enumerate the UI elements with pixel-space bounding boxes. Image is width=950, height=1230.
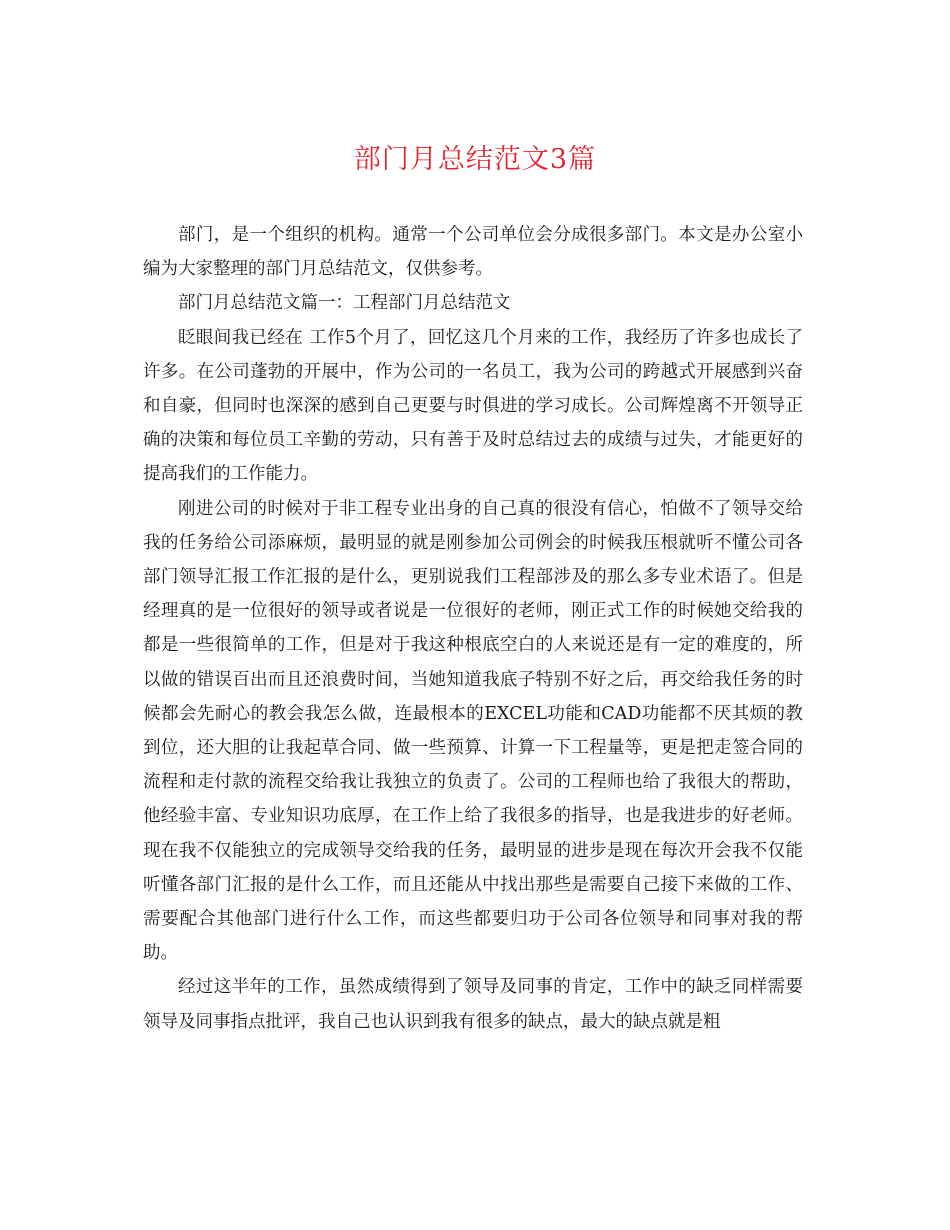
paragraph: 经过这半年的工作，虽然成绩得到了领导及同事的肯定，工作中的缺乏同样需要领导及同事指点批评，我自己也认识到我有很多的缺点，最大的缺点就是粗 [143, 977, 803, 1032]
paragraph: 刚进公司的时候对于非工程专业出身的自己真的很没有信心，怕做不了领导交给我的任务给公司添麻烦，最明显的就是刚参加公司例会的时候我压根就听不懂公司各部门领导汇报工作汇报的是什么，更别说我们工程部涉及的那么多专业术语了。但是经理真的是一位很好的领导或者说是一位很好的老师，刚正式工作的时候她交给我的都是一些很简单的工作，但是对于我这种根底空白的人来说还是有一定的难度的，所以做的错误百出而且还浪费时间，当她知道我底子特别不好之后，再交给我任务的时候都会先耐心的教会我怎么做，连最根本的EXCEL功能和CAD功能都不厌其烦的教到位，还大胆的让我起草合同、做一些预算、计算一下工程量等，更是把走签合同的流程和走付款的流程交给我让我独立的负责了。公司的工程师也给了我很大的帮助，他经验丰富、专业知识功底厚，在工作上给了我很多的指导，也是我进步的好老师。现在我不仅能独立的完成领导交给我的任务，最明显的进步是现在每次开会我不仅能听懂各部门汇报的是什么工作，而且还能从中找出那些是需要自己接下来做的工作、需要配合其他部门进行什么工作，而这些都要归功于公司各位领导和同事对我的帮助。 [143, 498, 803, 964]
document-body [143, 218, 803, 1039]
paragraph-intro: 部门，是一个组织的机构。通常一个公司单位会分成很多部门。本文是办公室小编为大家整理的部门月总结范文，仅供参考。 [143, 225, 803, 280]
document-title: 部门月总结范文3篇 [353, 144, 597, 175]
section-heading: 部门月总结范文篇一：工程部门月总结范文 [178, 293, 511, 314]
paragraph: 眨眼间我已经在 工作5个月了，回忆这几个月来的工作，我经历了许多也成长了许多。在公司蓬勃的开展中，作为公司的一名员工，我为公司的跨越式开展感到兴奋和自豪，但同时也深深的感到自己更要与时俱进的学习成长。公司辉煌离不开领导正确的决策和每位员工辛勤的劳动，只有善于及时总结过去的成绩与过失，才能更好的提高我们的工作能力。 [143, 327, 803, 485]
